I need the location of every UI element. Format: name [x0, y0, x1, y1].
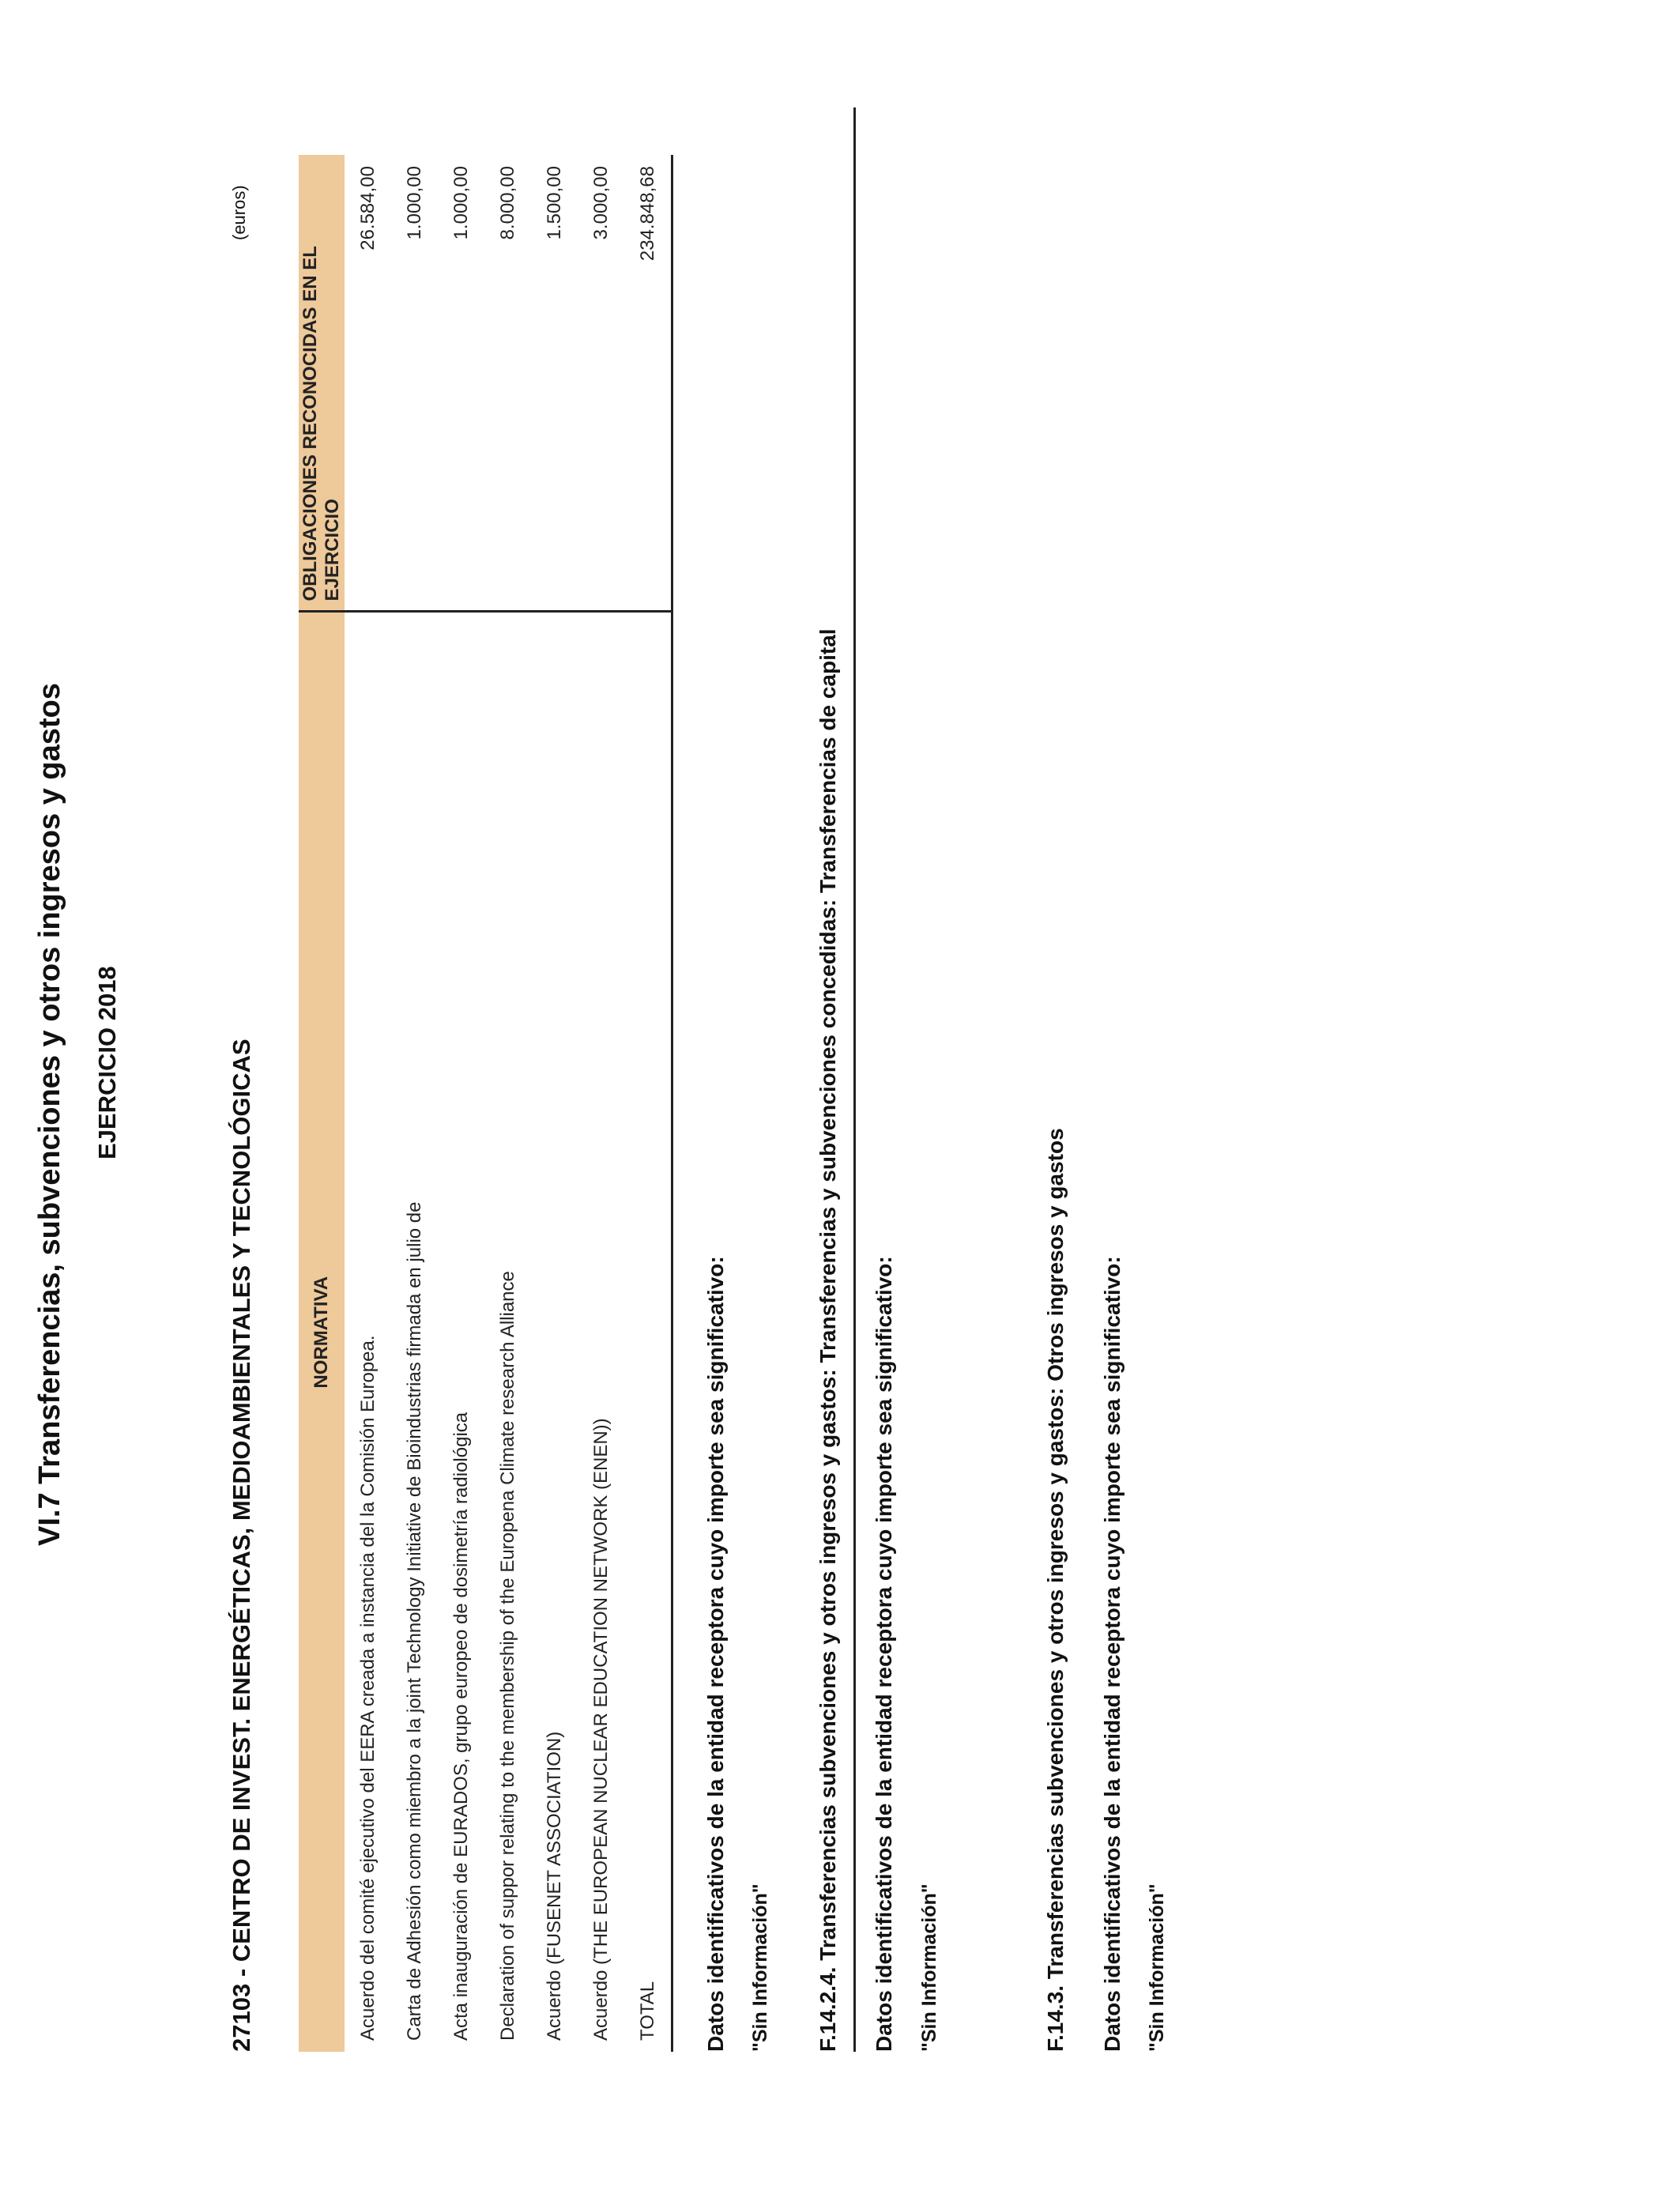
- section-2-info: "Sin Información": [918, 1883, 940, 2052]
- table-row: [345, 155, 391, 2052]
- section-3-code: F.14.3: [1043, 1991, 1068, 2052]
- section-3-title-text: . Transferencias subvenciones y otros ingresos y gastos: Otros ingresos y gastos: [1043, 1128, 1068, 1992]
- section-2-divider: [853, 107, 856, 2052]
- section-1-info: "Sin Información": [749, 1883, 771, 2052]
- section-2-title: [816, 628, 841, 2052]
- cell-importe: 3.000,00: [578, 155, 624, 612]
- table-total-row: [624, 155, 672, 2052]
- cell-importe: 8.000,00: [484, 155, 531, 612]
- section-2-heading: Datos identificativos de la entidad receptora cuyo importe sea significativo:: [872, 1256, 896, 2052]
- section-3-heading: Datos identificativos de la entidad receptora cuyo importe sea significativo:: [1100, 1256, 1124, 2052]
- header-normativa: NORMATIVA: [299, 612, 345, 2052]
- cell-importe: 1.000,00: [438, 155, 484, 612]
- cell-normativa: Carta de Adhesión como miembro a la joint Technology Initiative de Bioindustrias firmada en julio de: [403, 1201, 425, 2041]
- cell-importe: 26.584,00: [345, 155, 391, 612]
- section-1-heading: Datos identificativos de la entidad receptora cuyo importe sea significativo:: [703, 1256, 728, 2052]
- organization-heading: 27103 - CENTRO DE INVEST. ENERGÉTICAS, MEDIOAMBIENTALES Y TECNOLÓGICAS: [228, 1039, 255, 2052]
- table-header-row: [299, 155, 345, 2052]
- cell-normativa: Acuerdo del comité ejecutivo del EERA creada a instancia del la Comisión Europea.: [356, 1335, 379, 2041]
- page-title: VI.7 Transferencias, subvenciones y otros ingresos y gastos: [33, 683, 66, 1546]
- units-label: (euros): [229, 185, 249, 240]
- transfers-table: [299, 155, 673, 2052]
- section-3-info: "Sin Información": [1146, 1883, 1168, 2052]
- section-2-code: F.14.2.4: [816, 1973, 840, 2052]
- cell-normativa: Acuerdo (THE EUROPEAN NUCLEAR EDUCATION NETWORK (ENEN)): [590, 1418, 612, 2041]
- cell-total-value: 234.848,68: [624, 155, 672, 612]
- table-row: [391, 155, 438, 2052]
- table-row: [438, 155, 484, 2052]
- section-2-title-text: . Transferencias subvenciones y otros ingresos y gastos: Transferencias y subvenciones concedidas: Transferencias de capital: [816, 628, 840, 1973]
- table-row: [531, 155, 578, 2052]
- cell-importe: 1.500,00: [531, 155, 578, 612]
- cell-normativa: Acta inauguración de EURADOS, grupo europeo de dosimetría radiológica: [450, 1412, 472, 2041]
- section-3-title: [1043, 1128, 1068, 2052]
- table-row: [578, 155, 624, 2052]
- cell-normativa: Declaration of suppor relating to the membership of the Europena Climate research Alliance: [496, 1271, 518, 2041]
- cell-importe: 1.000,00: [391, 155, 438, 612]
- header-obligaciones: OBLIGACIONES RECONOCIDAS EN EL EJERCICIO: [299, 155, 345, 612]
- cell-total-label: TOTAL: [624, 612, 672, 2052]
- table-row: [484, 155, 531, 2052]
- exercise-year: EJERCICIO 2018: [93, 966, 121, 1159]
- cell-normativa: Acuerdo (FUSENET ASSOCIATION): [543, 1731, 565, 2041]
